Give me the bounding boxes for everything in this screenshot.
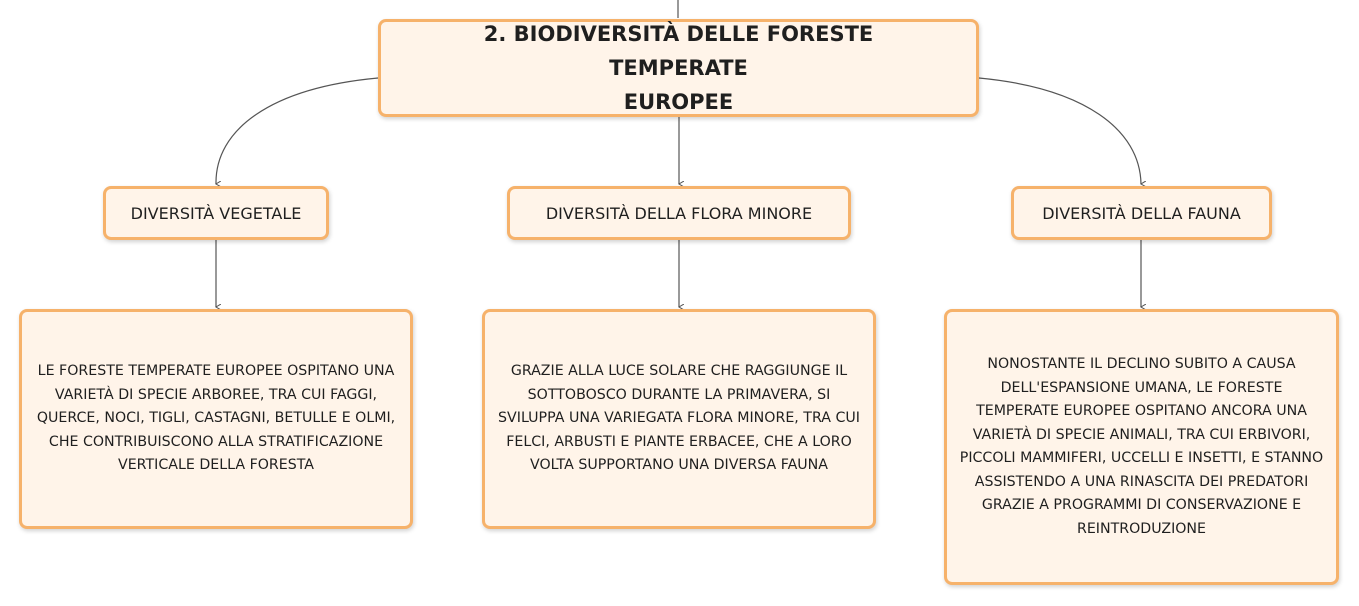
root-title-line1: 2. BIODIVERSITÀ DELLE FORESTE TEMPERATE: [483, 22, 874, 80]
description-node-fauna[interactable]: [944, 309, 1339, 585]
description-node-vegetale[interactable]: [19, 309, 413, 529]
branch-label: DIVERSITÀ DELLA FAUNA: [1042, 203, 1241, 223]
description-text: NONOSTANTE IL DECLINO SUBITO A CAUSA DELL'ESPANSIONE UMANA, LE FORESTE TEMPERATE EUROPEE OSPITANO ANCORA UNA VARIETÀ DI SPECIE ANIMALI, TRA CUI ERBIVORI, PICCOLI MAMMIFERI, UCCELLI E INSETTI, E STANNO ASSISTENDO A UNA RINASCITA DEI PREDATORI GRAZIE A PROGRAMMI DI CONSERVAZIONE E REINTRODUZIONE: [959, 356, 1324, 537]
branch-node-fauna[interactable]: [1011, 186, 1272, 240]
root-title: [421, 17, 936, 119]
root-node[interactable]: [378, 19, 979, 117]
description-text: LE FORESTE TEMPERATE EUROPEE OSPITANO UNA VARIETÀ DI SPECIE ARBOREE, TRA CUI FAGGI, QUERCE, NOCI, TIGLI, CASTAGNI, BETULLE E OLMI, CHE CONTRIBUISCONO ALLA STRATIFICAZIONE VERTICALE DELLA FORESTA: [36, 363, 396, 474]
branch-node-flora-minore[interactable]: [507, 186, 851, 240]
root-title-line2: EUROPEE: [623, 90, 734, 114]
description-node-flora-minore[interactable]: [482, 309, 876, 529]
branch-label: DIVERSITÀ DELLA FLORA MINORE: [545, 203, 813, 223]
description-text: GRAZIE ALLA LUCE SOLARE CHE RAGGIUNGE IL SOTTOBOSCO DURANTE LA PRIMAVERA, SI SVILUPPA UNA VARIEGATA FLORA MINORE, TRA CUI FELCI, ARBUSTI E PIANTE ERBACEE, CHE A LORO VOLTA SUPPORTANO UNA DIVERSA FAUNA: [498, 363, 860, 474]
connector-root-to-fauna: [979, 78, 1141, 184]
connector-root-to-vegetale: [216, 78, 378, 184]
branch-label: DIVERSITÀ VEGETALE: [130, 203, 302, 223]
branch-node-vegetale[interactable]: [103, 186, 329, 240]
